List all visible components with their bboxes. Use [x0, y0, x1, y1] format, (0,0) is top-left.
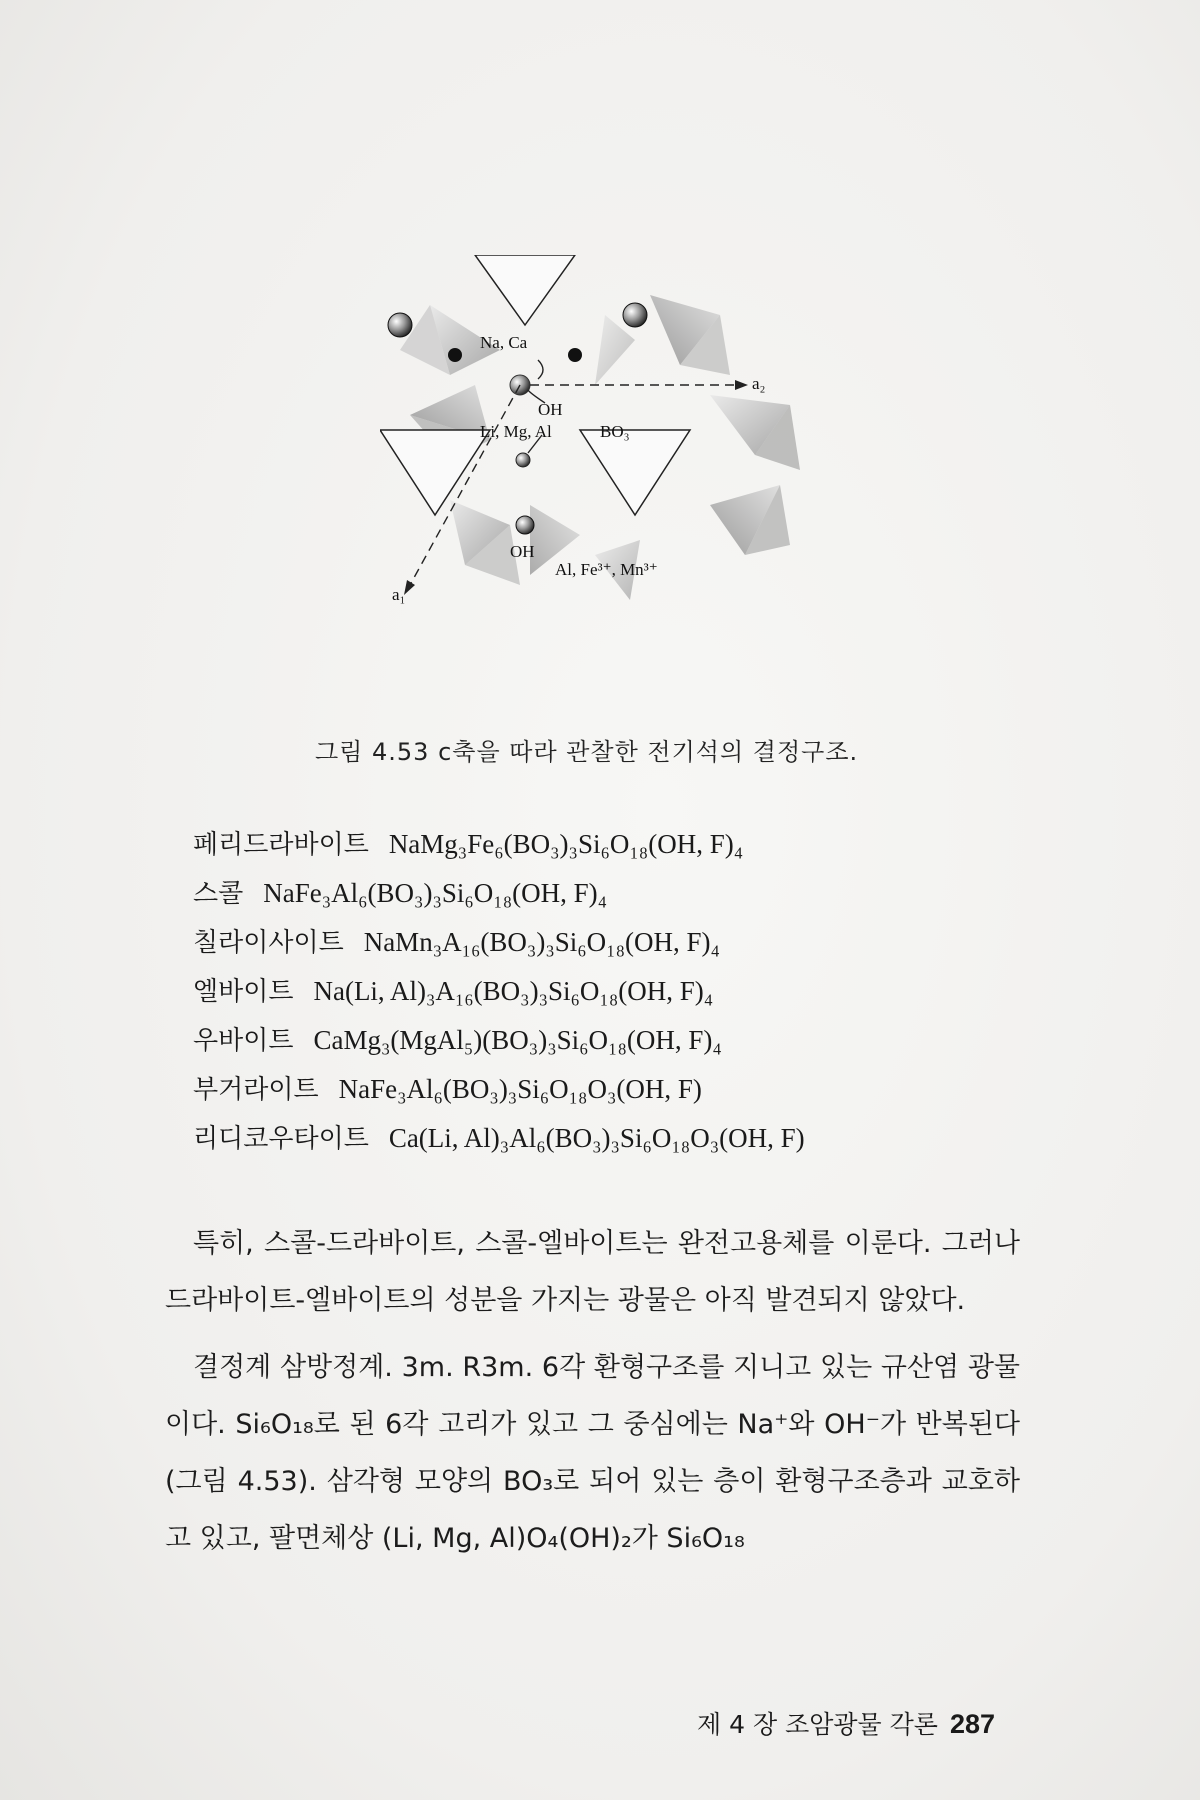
mineral-name: 우바이트 [193, 1026, 294, 1056]
mineral-name: 칠라이사이트 [193, 928, 344, 958]
mineral-formula: Ca(Li, Al)₃Al₆(BO₃)₃Si₆O₁₈O₃(OH, F) [388, 1123, 805, 1153]
mineral-name: 부거라이트 [193, 1075, 319, 1105]
label-na-ca: Na, Ca [480, 333, 528, 352]
page-number: 287 [949, 1709, 995, 1739]
mineral-formula-list [193, 820, 1013, 1163]
body-text [165, 1215, 1020, 1577]
mineral-row [193, 820, 1013, 869]
mineral-formula: NaMn₃A₁₆(BO₃)₃Si₆O₁₈(OH, F)₄ [363, 927, 720, 957]
mineral-name: 스콜 [193, 879, 244, 909]
paragraph-solid-solution: 특히, 스콜-드라바이트, 스콜-엘바이트는 완전고용체를 이룬다. 그러나 드라바이트-엘바이트의 성분을 가지는 광물은 아직 발견되지 않았다. [165, 1228, 1020, 1316]
label-oh-top: OH [538, 400, 563, 419]
mineral-name: 엘바이트 [193, 977, 294, 1007]
crystal-structure-figure [380, 255, 860, 725]
mineral-name: 리디코우타이트 [193, 1124, 369, 1154]
figure-caption: 그림 4.53 c축을 따라 관찰한 전기석의 결정구조. [315, 738, 859, 766]
mineral-name: 페리드라바이트 [193, 830, 369, 860]
mineral-row [193, 967, 1013, 1016]
mineral-row [193, 1065, 1013, 1114]
label-oh-bottom: OH [510, 542, 535, 561]
mineral-row [193, 1016, 1013, 1065]
label-axis-a1: a₁ [392, 585, 406, 604]
mineral-row [193, 1114, 1013, 1163]
page-footer [695, 1705, 995, 1741]
chapter-title: 제 4 장 조암광물 각론 [697, 1710, 938, 1739]
label-li-mg-al: Li, Mg, Al [480, 422, 552, 441]
paragraph-crystal-system: 결정계 삼방정계. 3m. R3m. 6각 환형구조를 지니고 있는 규산염 광물이다. Si₆O₁₈로 된 6각 고리가 있고 그 중심에는 Na⁺와 OH⁻가 반복된다(그림 4.53). 삼각형 모양의 BO₃로 되어 있는 층이 환형구조층과 교호하고 있고, 팔면체상 (Li, Mg, Al)O₄(OH)₂가 Si₆O₁₈ [165, 1352, 1020, 1554]
label-al-fe-mn: Al, Fe³⁺, Mn³⁺ [555, 560, 658, 579]
mineral-formula: CaMg₃(MgAl₅)(BO₃)₃Si₆O₁₈(OH, F)₄ [313, 1025, 722, 1055]
label-bo3: BO₃ [600, 422, 630, 441]
mineral-formula: Na(Li, Al)₃A₁₆(BO₃)₃Si₆O₁₈(OH, F)₄ [313, 976, 714, 1006]
mineral-formula: NaFe₃Al₆(BO₃)₃Si₆O₁₈O₃(OH, F) [338, 1074, 702, 1104]
tourmaline-structure-diagram [380, 255, 860, 725]
mineral-row [193, 869, 1013, 918]
mineral-row [193, 918, 1013, 967]
mineral-formula: NaFe₃Al₆(BO₃)₃Si₆O₁₈(OH, F)₄ [263, 878, 608, 908]
mineral-formula: NaMg₃Fe₆(BO₃)₃Si₆O₁₈(OH, F)₄ [388, 829, 744, 859]
label-axis-a2: a₂ [752, 374, 766, 393]
